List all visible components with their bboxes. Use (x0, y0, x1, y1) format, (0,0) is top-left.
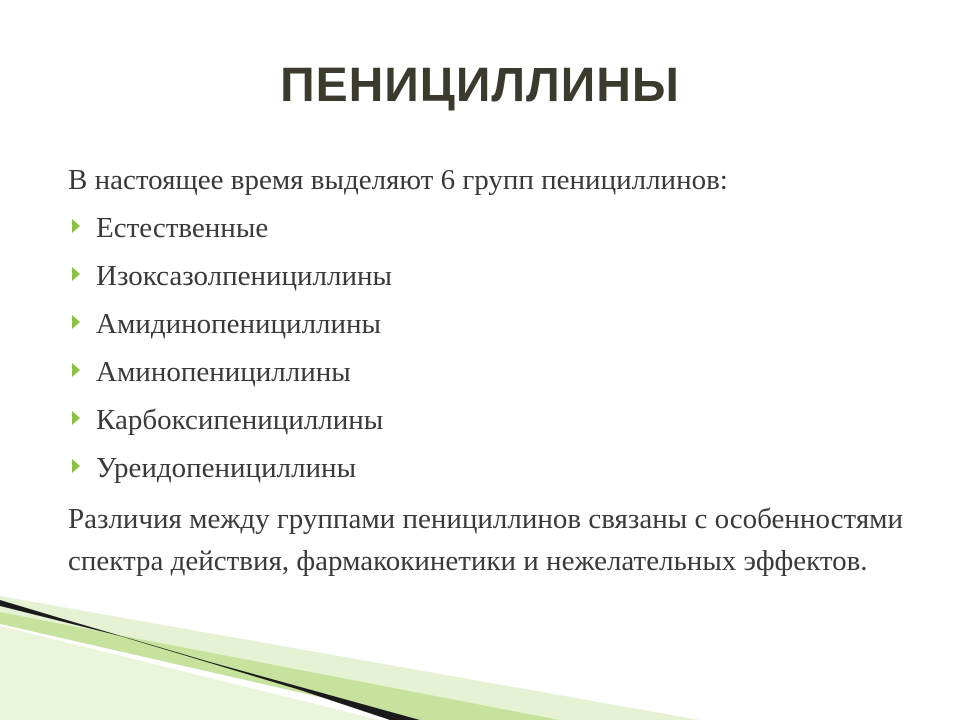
triangle-bullet-icon (72, 315, 80, 329)
triangle-bullet-icon (72, 267, 80, 281)
triangle-bullet-icon (72, 219, 80, 233)
triangle-bullet-icon (72, 363, 80, 377)
list-item (68, 210, 908, 258)
list-item-label: Уреидопенициллины (96, 452, 357, 485)
list-item-label: Амидинопенициллины (96, 308, 382, 341)
list-item (68, 402, 908, 450)
triangle-bullet-icon (72, 411, 80, 425)
list-item (68, 450, 908, 498)
list-item-label: Карбоксипенициллины (96, 404, 384, 437)
intro-text: В настоящее время выделяют 6 групп пенициллинов: (68, 164, 728, 196)
list-item (68, 258, 908, 306)
list-item (68, 306, 908, 354)
group-list (68, 210, 908, 498)
slide-body (68, 162, 908, 582)
slide-title: ПЕНИЦИЛЛИНЫ (280, 59, 680, 112)
triangle-bullet-icon (72, 459, 80, 473)
list-item (68, 354, 908, 402)
list-item-label: Изоксазолпенициллины (96, 260, 393, 293)
list-item-label: Аминопенициллины (96, 356, 351, 389)
list-item-label: Естественные (96, 212, 269, 245)
outro-text: Различия между группами пенициллинов связаны с особенностями спектра действия, фармакокинетики и нежелательных эффектов. (68, 503, 904, 578)
